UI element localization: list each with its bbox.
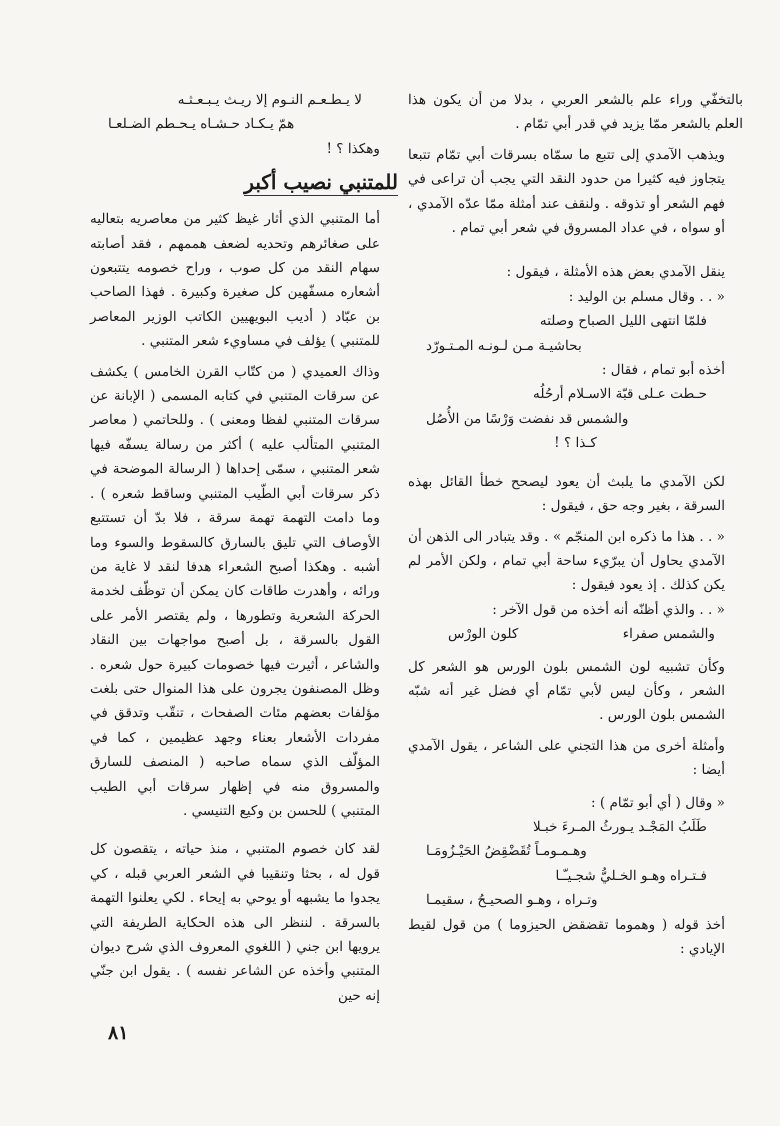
paragraph: ويذهب الآمدي إلى تتبع ما سمّاه بسرقات أبي تمّام تتبعا يتجاوز فيه كثيرا من حدود النقد التي يجب أن تراعى في فهم الشعر أو تذوقه . ولنقف عند أمثلة ممّا عدّه الآمدي ، أو سواه ، في عداد المسروق في شعر أبي تمام .	[408, 146, 725, 237]
paragraph: أخذه أبو تمام ، فقال :	[601, 362, 725, 379]
section-heading-text: للمتنبي نصيب أكبر	[244, 170, 398, 195]
paragraph: « . . هذا ما ذكره ابن المنجّم » . وقد يتبادر الى الذهن أن الآمدي يحاول أن يبرّيء ساحة أبي تمام ، ولكن الأمر لم يكن كذلك . إذ يعود فيقول :	[408, 528, 725, 594]
verse-hemistich: كلون الورْس	[448, 626, 519, 643]
paragraph: وذاك العميدي ( من كتّاب القرن الخامس ) يكشف عن سرقات المتنبي في كتابه المسمى ( الإبانة عن سرقات المتنبي لفظا ومعنى ) . وللحاتمي ( معاصر المتنبي المتألب عليه ) أكثر من رسالة يسفّه فيها شعر المتنبي ، سمّى إحداها ( الرسالة الموضحة في ذكر سرقات أبي الطّيب المتنبي وساقط شعره ) . وما دامت التهمة تهمة سرقة ، فلا بدّ أن تستتبع الأوصاف التي تليق بالسارق كالسقوط والسوء وما أشبه . وهكذا أصبح الشعراء هدفا لنقد لا غاية من ورائه ، وأهدرت طاقات كان يمكن أن توظّف لخدمة الحركة الشعرية وتطورها ، ولم يقتصر الأمر على القول بالسرقة ، بل أصبح مواجهات بين النقاد والشاعر ، أثيرت فيها خصومات كبيرة حول شعره . وظل المصنفون يجرون على هذا المنوال حتى بلغت مؤلفات بعضهم مئات الصفحات ، تنقّب وتدقق في مفردات الأشعار بعناء وجهد عظيمين ، كما في المؤلّف الذي سماه صاحبه ( المنصف للسارق والمسروق منه في إظهار سرقات أبي الطيب المتنبي ) للحسن بن وكيع التنيسي .	[90, 363, 380, 819]
verse-line: فلمّا انتهى الليل الصباح وصلته	[539, 313, 707, 330]
paragraph: وأمثلة أخرى من هذا التجني على الشاعر ، يقول الآمدي أيضا :	[408, 737, 725, 779]
section-heading	[90, 165, 398, 199]
paragraph: أخذ قوله ( وهموما تقضقض الحيزوما ) من قول لقيط الإيادي :	[408, 916, 725, 957]
verse-line: وهـمـومـاً تُقَضْقِضُ الحَيْـزُومَـا	[426, 843, 587, 860]
verse-line: فـتـراه وهـو الخـليُّ شجـيـّـا	[555, 867, 707, 884]
quote-intro: « وقال ( أي أبو تمّام ) :	[590, 794, 725, 811]
verse-line: كـذا ؟ !	[554, 435, 597, 452]
verse-line: والشمس قد نفضت وَرْسًا من الأُصُل	[426, 410, 629, 427]
paragraph: أما المتنبي الذي أثار غيظ كثير من معاصريه بتعاليه على صغائرهم وتحديه لضعف هممهم ، فقد أصابته سهام النقد من كل صوب ، وراح خصومه يتتبعون أشعاره مسفّهين كل صغيرة وكبيرة . فهذا الصاحب بن عبّاد ( أديب البويهيين الكاتب الوزير المعاصر للمتنبي ) يؤلف في مساويء شعر المتنبي .	[90, 211, 380, 350]
verse-pair	[408, 622, 743, 646]
paragraph: وكأن تشبيه لون الشمس بلون الورس هو الشعر كل الشعر ، وكأن ليس لأبي تمّام أي فضل غير أنه شبّه الشمس بلون الورس .	[408, 658, 725, 724]
paragraph: وهكذا ؟ !	[326, 140, 380, 157]
verse-line: وتـراه ، وهـو الصحيـحُ ، سقيمـا	[426, 892, 598, 909]
verse-line: لا يـطـعـم النـوم إلا ريـث يـبـعـثـه	[177, 92, 362, 108]
verse-line: طَلَبُ المَجْـد يـورثُ المـرءَ خبـلا	[532, 818, 707, 835]
left-column	[90, 88, 398, 1008]
paragraph: لقد كان خصوم المتنبي ، منذ حياته ، يتقصون كل قول له ، بحثا وتنقيبا في الشعر العربي قبله ، كي يجدوا ما يشبهه أو يوحي به إيحاء . لكي يعلنوا التهمة بالسرقة . لننظر الى هذه الحكاية الطريفة التي يرويها ابن جني ( اللغوي المعروف الذي شرح ديوان المتنبي وأخذه عن الشاعر نفسه ) . يقول ابن جنّي إنه حين	[90, 841, 380, 1004]
paragraph: ينقل الآمدي بعض هذه الأمثلة ، فيقول :	[506, 264, 725, 281]
paragraph: لكن الآمدي ما يلبث أن يعود ليصحح خطأ القائل بهذه السرقة ، بغير وجه حق ، فيقول :	[408, 473, 725, 515]
verse-hemistich: والشمس صفراء	[622, 626, 715, 643]
page-number: ٨١	[108, 1022, 129, 1044]
verse-line: همّ يـكـاد حـشـاه يـحـطم الضـلعـا	[108, 116, 295, 133]
verse-line: حـطت عـلى قبّة الاسـلام أرحُلُه	[533, 386, 707, 403]
quote-intro: « . . وقال مسلم بن الوليد :	[568, 288, 725, 305]
quote-intro: « . . والذي أظنّه أنه أخذه من قول الآخر :	[492, 601, 725, 618]
paragraph: بالتخفّي وراء علم بالشعر العربي ، بدلا من أن يكون هذا العلم بالشعر ممّا يزيد في قدر أبي تمّام .	[408, 92, 743, 133]
right-column	[408, 88, 743, 961]
verse-line: بحاشيـة مـن لـونـه المـتـورّد	[426, 337, 582, 354]
